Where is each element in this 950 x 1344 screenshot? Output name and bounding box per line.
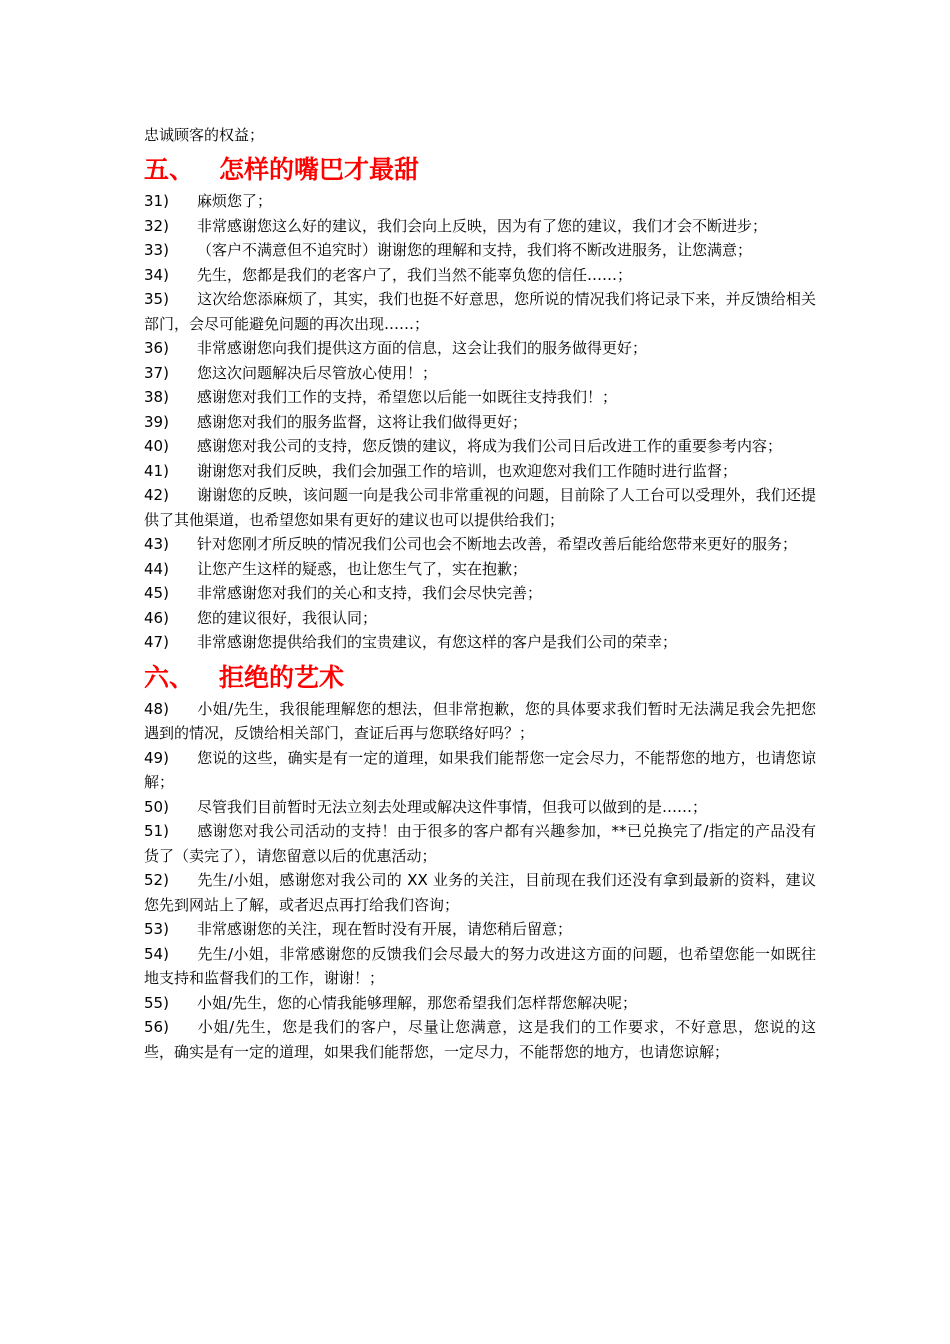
list-item [144, 819, 816, 868]
list-item [144, 581, 816, 606]
list-item [144, 336, 816, 361]
item-number: 34) [144, 265, 169, 284]
list-item [144, 917, 816, 942]
item-number: 52) [144, 871, 169, 889]
document-body [144, 123, 816, 1064]
section-heading [144, 659, 816, 697]
list-item [144, 991, 816, 1016]
item-number: 33) [144, 241, 169, 259]
item-number: 56) [144, 1018, 169, 1036]
section-number: 六、 [144, 662, 195, 692]
item-text: 感谢您对我们的服务监督，这将让我们做得更好； [197, 412, 528, 431]
section-title: 拒绝的艺术 [219, 662, 345, 692]
list-item [144, 532, 816, 557]
item-text: 针对您刚才所反映的情况我们公司也会不断地去改善，希望改善后能给您带来更好的服务； [197, 535, 798, 553]
item-text: 您的建议很好，我很认同； [197, 608, 378, 627]
item-text: 您这次问题解决后尽管放心使用！； [197, 363, 438, 382]
item-number: 32) [144, 216, 169, 235]
item-number: 43) [144, 535, 169, 553]
item-number: 55) [144, 993, 169, 1012]
item-number: 31) [144, 192, 169, 210]
item-number: 37) [144, 363, 169, 382]
item-number: 45) [144, 584, 169, 602]
list-item [144, 483, 816, 532]
item-number: 44) [144, 559, 169, 578]
list-item [144, 238, 816, 263]
item-text: （客户不满意但不追究时）谢谢您的理解和支持，我们将不断改进服务，让您满意； [197, 241, 753, 259]
item-text: 非常感谢您对我们的关心和支持，我们会尽快完善； [197, 584, 543, 602]
item-number: 38) [144, 388, 169, 406]
list-item [144, 868, 816, 917]
item-text: 感谢您对我公司活动的支持！由于很多的客户都有兴趣参加，**已兑换完了/指定的产品没有货了（卖完了），请您留意以后的优惠活动； [144, 822, 816, 865]
item-number: 49) [144, 748, 169, 767]
section-heading [144, 151, 816, 189]
item-text: 谢谢您对我们反映，我们会加强工作的培训，也欢迎您对我们工作随时进行监督； [197, 461, 738, 480]
list-item [144, 630, 816, 655]
item-number: 35) [144, 290, 169, 308]
item-text: 谢谢您的反映，该问题一向是我公司非常重视的问题，目前除了人工台可以受理外，我们还提供了其他渠道，也希望您如果有更好的建议也可以提供给我们； [144, 486, 816, 529]
item-text: 非常感谢您的关注，现在暂时没有开展，请您稍后留意； [197, 920, 573, 938]
list-item [144, 942, 816, 991]
item-text: 小姐/先生，我很能理解您的想法，但非常抱歉，您的具体要求我们暂时无法满足我会先把您遇到的情况，反馈给相关部门，查证后再与您联络好吗？； [144, 699, 816, 742]
list-item [144, 746, 816, 795]
list-item [144, 459, 816, 484]
item-number: 41) [144, 461, 169, 480]
item-text: 先生/小姐，非常感谢您的反馈我们会尽最大的努力改进这方面的问题，也希望您能一如既往地支持和监督我们的工作，谢谢！； [144, 944, 816, 987]
list-item [144, 263, 816, 288]
list-item [144, 434, 816, 459]
list-item [144, 697, 816, 746]
list-item [144, 1015, 816, 1064]
list-item [144, 287, 816, 336]
list-item [144, 361, 816, 386]
item-text: 麻烦您了； [197, 192, 273, 210]
list-item [144, 189, 816, 214]
intro-text: 忠诚顾客的权益； [144, 126, 265, 144]
item-text: 让您产生这样的疑惑，也让您生气了，实在抱歉； [197, 559, 528, 578]
list-item [144, 795, 816, 820]
item-number: 47) [144, 633, 169, 651]
list-item [144, 606, 816, 631]
item-text: 感谢您对我们工作的支持，希望您以后能一如既往支持我们！； [197, 388, 618, 406]
item-number: 48) [144, 699, 169, 718]
item-text: 非常感谢您这么好的建议，我们会向上反映，因为有了您的建议，我们才会不断进步； [197, 216, 768, 235]
list-item [144, 214, 816, 239]
list-item [144, 557, 816, 582]
item-number: 36) [144, 339, 169, 357]
item-number: 46) [144, 608, 169, 627]
item-number: 40) [144, 437, 169, 455]
item-number: 50) [144, 797, 169, 816]
item-text: 尽管我们目前暂时无法立刻去处理或解决这件事情，但我可以做到的是……； [197, 797, 708, 816]
item-number: 54) [144, 944, 169, 963]
list-item [144, 385, 816, 410]
section-number: 五、 [144, 155, 195, 184]
item-text: 感谢您对我公司的支持，您反馈的建议，将成为我们公司日后改进工作的重要参考内容； [197, 437, 783, 455]
item-number: 42) [144, 486, 169, 504]
item-number: 53) [144, 920, 169, 938]
item-text: 小姐/先生，您是我们的客户，尽量让您满意，这是我们的工作要求，不好意思，您说的这些，确实是有一定的道理，如果我们能帮您，一定尽力，不能帮您的地方，也请您谅解； [144, 1018, 816, 1061]
section-title: 怎样的嘴巴才最甜 [219, 155, 420, 184]
item-text: 先生，您都是我们的老客户了，我们当然不能辜负您的信任……； [197, 265, 633, 284]
item-number: 39) [144, 412, 169, 431]
item-text: 这次给您添麻烦了，其实，我们也挺不好意思，您所说的情况我们将记录下来，并反馈给相关部门，会尽可能避免问题的再次出现……； [144, 290, 816, 333]
item-text: 您说的这些，确实是有一定的道理，如果我们能帮您一定会尽力，不能帮您的地方，也请您谅解； [144, 748, 816, 791]
item-number: 51) [144, 822, 169, 840]
item-text: 先生/小姐，感谢您对我公司的 XX 业务的关注，目前现在我们还没有拿到最新的资料，建议您先到网站上了解，或者迟点再打给我们咨询； [144, 871, 816, 914]
item-text: 小姐/先生，您的心情我能够理解，那您希望我们怎样帮您解决呢； [197, 993, 638, 1012]
item-text: 非常感谢您提供给我们的宝贵建议，有您这样的客户是我们公司的荣幸； [197, 633, 678, 651]
item-text: 非常感谢您向我们提供这方面的信息，这会让我们的服务做得更好； [197, 339, 648, 357]
list-item [144, 410, 816, 435]
